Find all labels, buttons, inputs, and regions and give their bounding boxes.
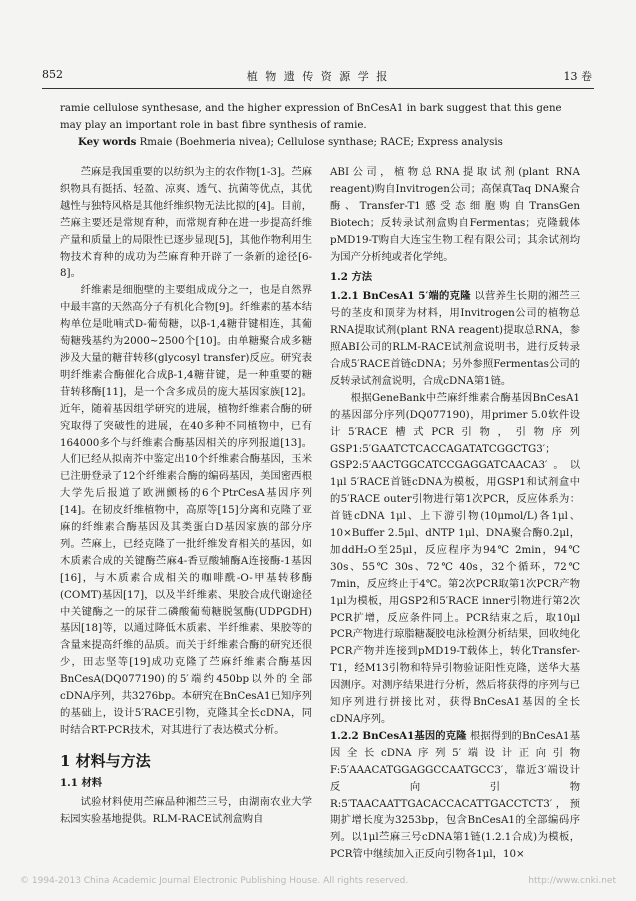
keywords-label: Key words bbox=[78, 136, 137, 148]
copyright-notice: © 1994-2013 China Academic Journal Electronic Publishing House. All rights reserved. bbox=[20, 876, 409, 886]
left-column bbox=[60, 164, 312, 828]
section-1-title: 1 材料与方法 bbox=[60, 751, 151, 770]
page-number: 852 bbox=[42, 68, 63, 81]
section-1-1-text: 试验材料使用苎麻品种湘苎三号，由湖南农业大学耘园实验基地提供。RLM-RACE试剂盒购自 bbox=[60, 795, 312, 825]
right-column bbox=[330, 164, 580, 863]
header-rule bbox=[42, 88, 594, 89]
section-1-2-1-paragraph-2: 根据GeneBank中苎麻纤维素合酶基因BnCesA1的基因部分序列(DQ077190)，用primer 5.0软件设计5′RACE槽式PCR引物，引物序列GSP1:5′GAATCTCACCAGATATCGGCTG3′；GSP2:5′AACTGGCATCCGAGGATCAACA3′。以1μl 5′RACE首链cDNA为模板，用GSP1和试剂盒中的5′RACE outer引物进行第1次PCR，反应体系为：首链cDNA 1μl、上下游引物(10μmol/L)各1μl、10×Buffer 2.5μl、dNTP 1μl、DNA聚合酶0.2μl，加ddH₂O至25μl，反应程序为94℃ 2min，94℃ 30s、55℃ 30s、72℃ 40s，32个循环，72℃ 7min，反应终止于4℃。第2次PCR取第1次PCR产物1μl为模板，用GSP2和5′RACE inner引物进行第2次PCR扩增，反应条件同上。PCR结束之后，取10μl PCR产物进行琼脂糖凝胶电泳检测分析结果，回收纯化PCR产物并连接到pMD19-T载体上，转化Transfer-T1，经M13引物和特异引物验证阳性克隆，送华大基因测序。对测序结果进行分析，然后将获得的序列与已知序列进行拼接比对，获得BnCesA1基因的全长cDNA序列。 bbox=[330, 391, 580, 725]
abstract-tail: ramie cellulose synthesase, and the higher expression of BnCesA1 in bark suggest that this gene may play an important role in bast fibre synthesis of ramie. bbox=[60, 103, 562, 131]
volume-label: 13 卷 bbox=[563, 70, 592, 83]
intro-paragraph-1: 苎麻是我国重要的以纺织为主的农作物[1-3]。苎麻织物具有挺括、轻盈、凉爽、透气、抗菌等优点，其优越性与独特风格是其他纤维织物无法比拟的[4]。目前，苎麻主要还是常规育种，而常规育种在进一步提高纤维产量和质量上的局限性已逐步显现[5]，其他作物利用生物技术育种的成功为苎麻育种开辟了一条新的途径[6-8]。 bbox=[60, 166, 312, 280]
section-1-1-title: 1.1 材料 bbox=[60, 776, 103, 789]
cnki-link[interactable]: http://www.cnki.net bbox=[528, 876, 616, 886]
journal-title: 植 物 遗 传 资 源 学 报 bbox=[246, 70, 390, 83]
keywords bbox=[78, 136, 503, 148]
section-1-2-2-title: 1.2.2 BnCesA1基因的克隆 bbox=[330, 729, 467, 742]
intro-paragraph-2: 纤维素是细胞壁的主要组成成分之一，也是自然界中最丰富的天然高分子有机化合物[9]。纤维素的基本结构单位是吡喃式D-葡萄糖，以β-1,4糖苷键相连，其葡萄糖残基约为2000~2500个[10]。由单糖聚合成多糖涉及大量的糖苷转移(glycosyl transfer)反应。研究表明纤维素合酶催化合成β-1,4糖苷键，是一种重要的糖苷转移酶[11]，是一个含多成员的庞大基因家族[12]。近年，随着基因组学研究的进展，植物纤维素合酶的研究取得了突破性的进展，在40多种不同植物中，已有164000多个与纤维素合酶基因相关的序列报道[13]。人们已经从拟南芥中鉴定出10个纤维素合酶基因，玉米已注册登录了12个纤维素合酶的编码基因，美国密西根大学先后报道了欧洲颤杨的6个PtrCesA基因序列[14]。在韧皮纤维植物中，高原等[15]分离和克隆了亚麻的纤维素合酶基因及其类蛋白D基因家族的部分序列。苎麻上，已经克隆了一批纤维发育相关的基因，如木质素合成的关键酶苎麻4-香豆酸辅酶A连接酶-1基因[16]，与木质素合成相关的咖啡酰-O-甲基转移酶(COMT)基因[17]，以及半纤维素、果胶合成代谢途径中关键酶之一的尿苷二磷酸葡萄糖脱氢酶(UDPGDH)基因[18]等，以通过降低木质素、半纤维素、果胶等的含量来提高纤维的品质。而关于纤维素合酶的研究还很少，田志坚等[19]成功克隆了苎麻纤维素合酶基因BnCesA(DQ077190)的5′端约450bp以外的全部cDNA序列，共3276bp。本研究在BnCesA1已知序列的基础上，设计5′RACE引物，克隆其全长cDNA，同时结合RT-PCR技术，对其进行了表达模式分析。 bbox=[60, 284, 312, 736]
section-1-2-1-title: 1.2.1 BnCesA1 5′端的克隆 bbox=[330, 290, 471, 303]
section-1-2-title: 1.2 方法 bbox=[330, 271, 373, 284]
section-1-2-1-text: 以营养生长期的湘苎三号的茎皮和顶芽为材料，用Invitrogen公司的植物总RNA提取试剂(plant RNA reagent)提取总RNA，参照ABI公司的RLM-RACE试剂盒说明书，进行反转录合成5′RACE首链cDNA；另外参照Fermentas公司的反转录试剂盒说明，合成cDNA第1链。 bbox=[330, 290, 580, 387]
section-1-2-2-text: 根据得到的BnCesA1基因全长cDNA序列5′端设计正向引物F:5′AAACATGGAGGCCAATGCC3′，靠近3′端设计反向引物R:5′TAACAATTGACACCACATTGACCTCT3′，预期扩增长度为3253bp，包含BnCesA1的全部编码序列。以1μl苎麻三号cDNA第1链(1.2.1合成)为模板，PCR管中继续加入正反向引物各1μl，10× bbox=[330, 729, 580, 861]
keywords-text: Rmaie (Boehmeria nivea); Cellulose synthase; RACE; Express analysis bbox=[139, 137, 503, 148]
materials-continued: ABI公司，植物总RNA提取试剂(plant RNA reagent)购自Invitrogen公司；高保真Taq DNA聚合酶、Transfer-T1感受态细胞购自TransGen Biotech；反转录试剂盒购自Fermentas；克隆载体pMD19-T购自大连宝生物工程有限公司；其余试剂均为国产分析纯或者化学纯。 bbox=[330, 166, 580, 263]
